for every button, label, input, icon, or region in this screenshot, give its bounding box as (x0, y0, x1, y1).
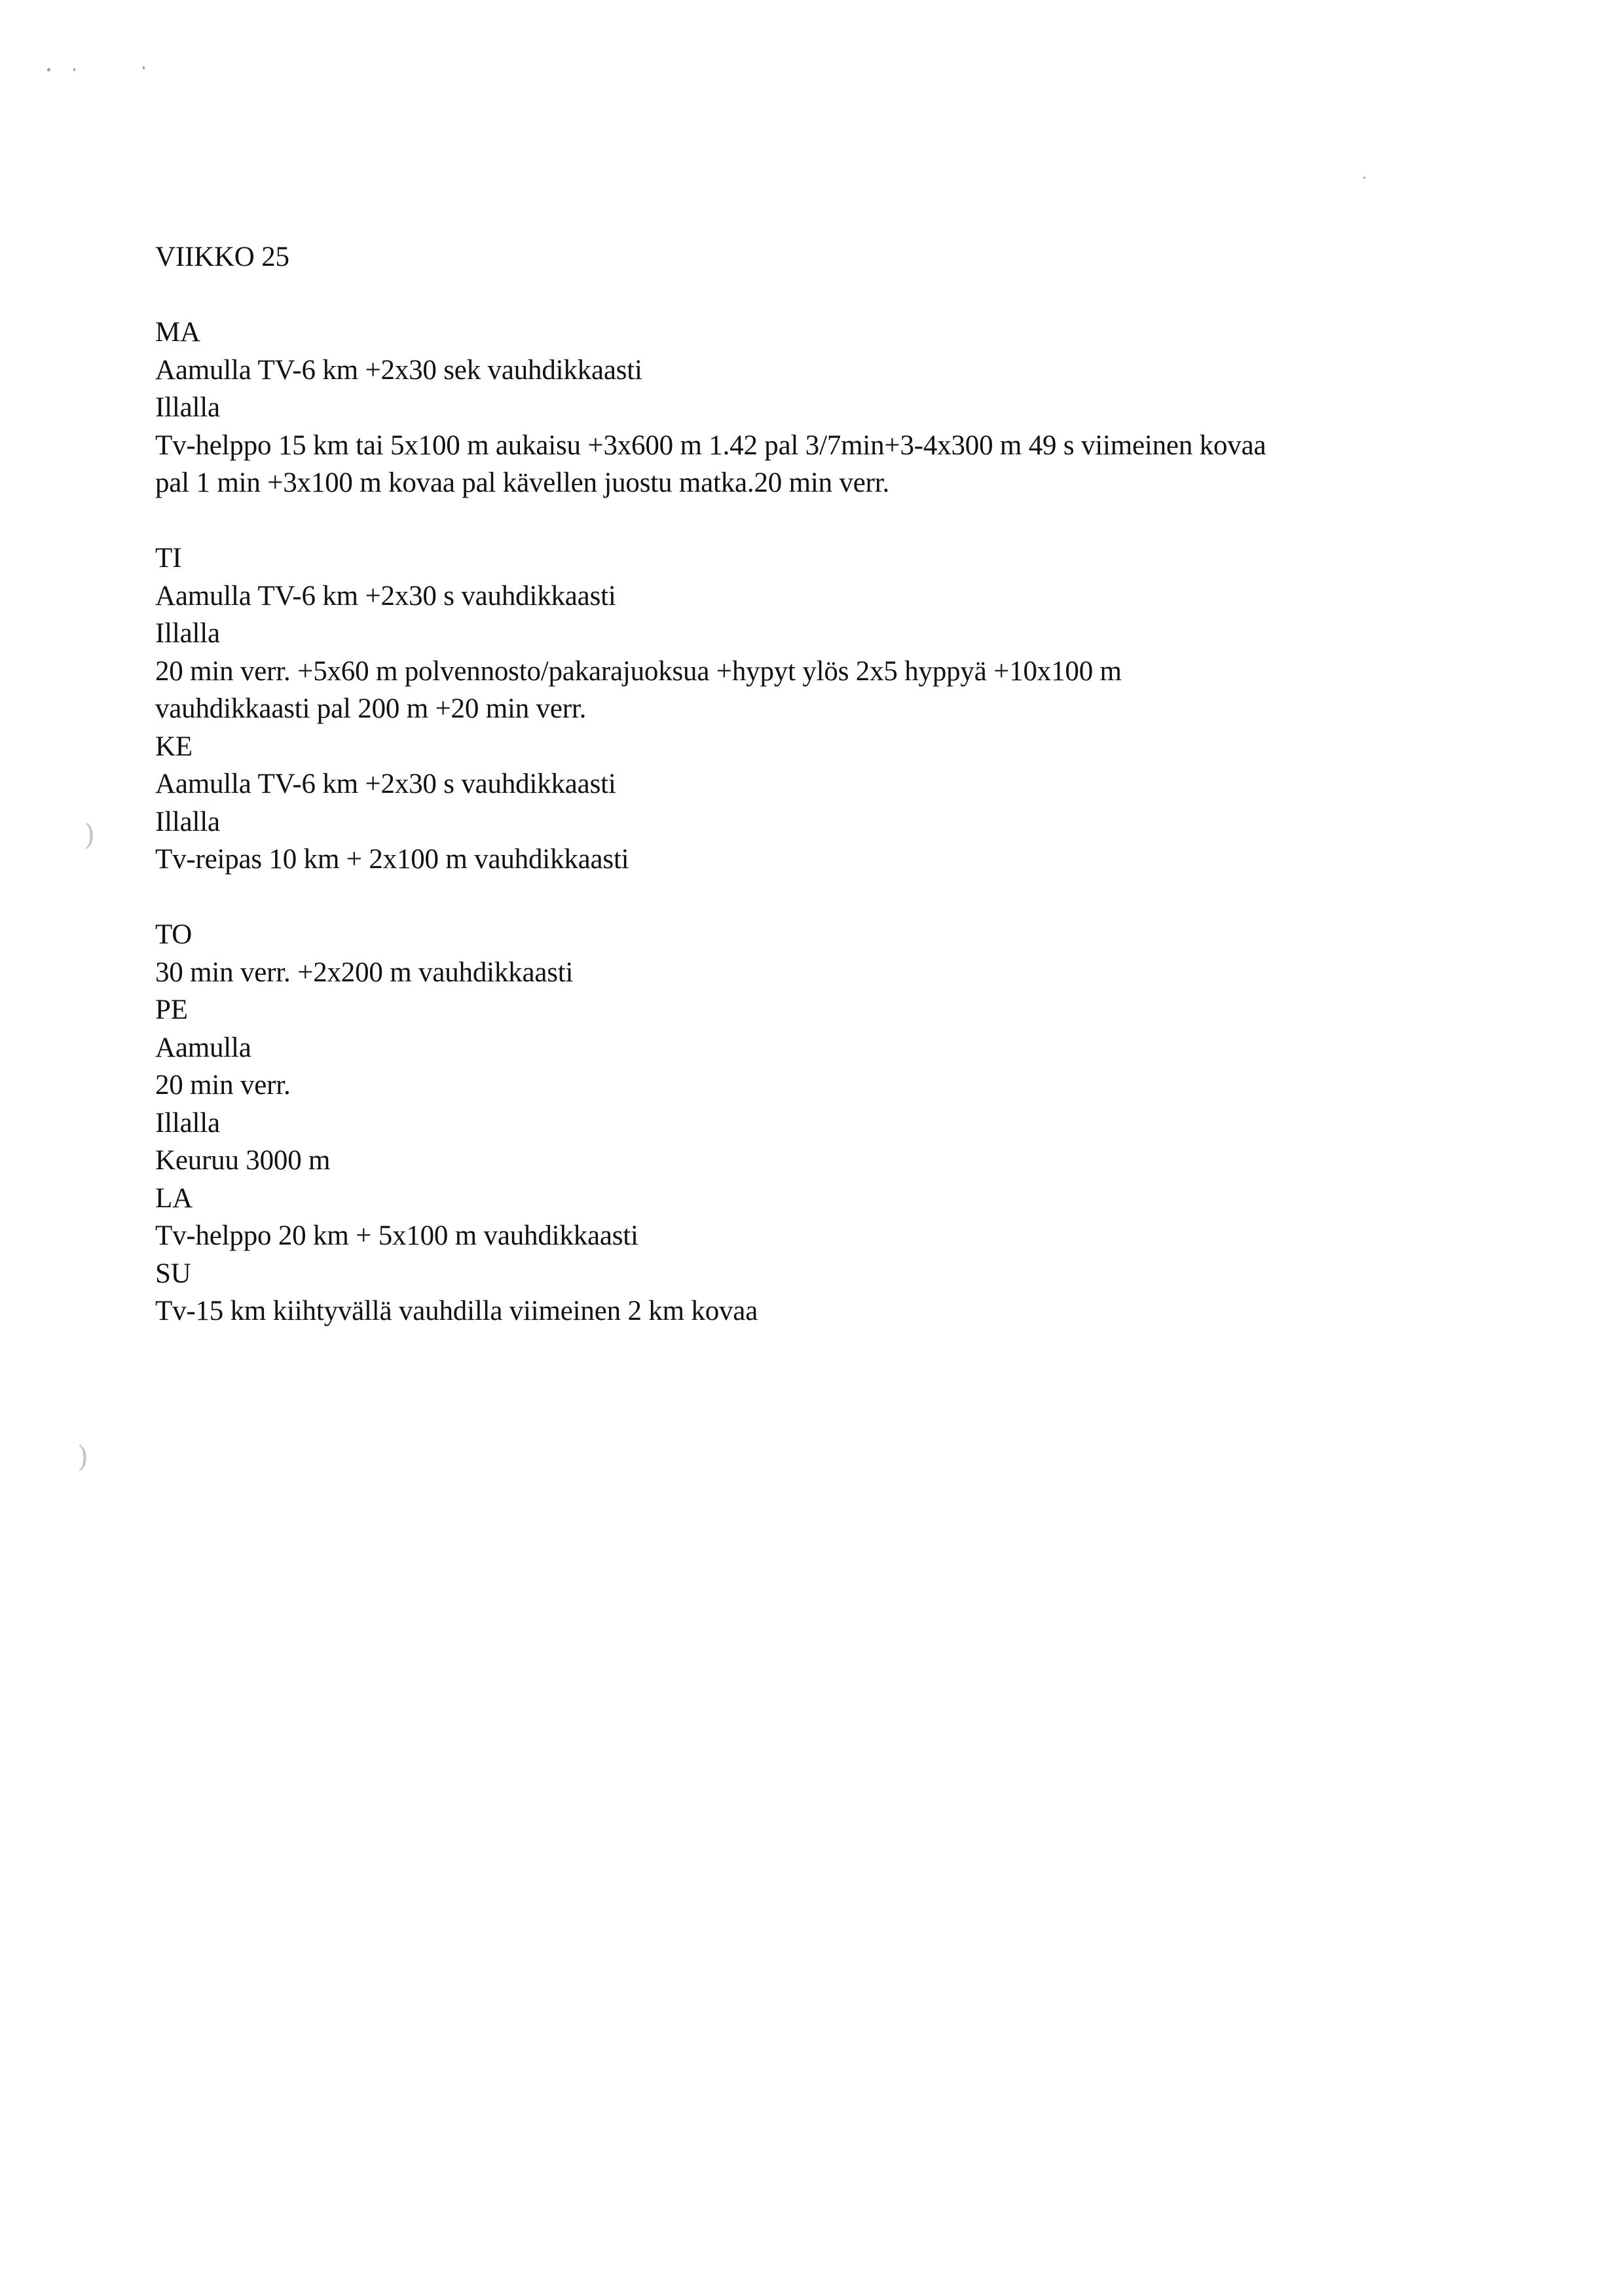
day-line: Tv-helppo 15 km tai 5x100 m aukaisu +3x600 m 1.42 pal 3/7min+3-4x300 m 49 s viimeinen kovaa (155, 429, 1266, 461)
day-line: Keuruu 3000 m (155, 1145, 331, 1176)
day-section-la (155, 1180, 1530, 1255)
scan-mark: ) (84, 818, 96, 852)
day-line: Aamulla TV-6 km +2x30 sek vauhdikkaasti (155, 354, 642, 386)
day-heading: SU (155, 1258, 191, 1289)
document-title: VIIKKO 25 (155, 242, 289, 272)
day-section-ma (155, 314, 1530, 502)
day-section-su (155, 1255, 1530, 1330)
scan-speck (1363, 177, 1365, 179)
day-heading: LA (155, 1182, 193, 1214)
day-line: 30 min verr. +2x200 m vauhdikkaasti (155, 957, 574, 988)
day-line: pal 1 min +3x100 m kovaa pal kävellen juostu matka.20 min verr. (155, 467, 890, 498)
document-body (155, 238, 1530, 1330)
day-line: Illalla (155, 392, 220, 423)
day-heading: KE (155, 731, 193, 762)
scan-speck (73, 68, 75, 71)
day-heading: MA (155, 317, 200, 348)
day-line: Illalla (155, 806, 220, 837)
day-line: Aamulla (155, 1032, 251, 1063)
scan-mark: ) (77, 1440, 89, 1474)
scan-speck (47, 68, 50, 71)
day-line: 20 min verr. (155, 1070, 291, 1101)
day-line: Tv-reipas 10 km + 2x100 m vauhdikkaasti (155, 844, 629, 875)
day-line: 20 min verr. +5x60 m polvennosto/pakarajuoksua +hypyt ylös 2x5 hyppyä +10x100 m (155, 655, 1122, 687)
day-heading: TO (155, 919, 193, 950)
scan-speck (143, 66, 145, 69)
day-line: Aamulla TV-6 km +2x30 s vauhdikkaasti (155, 769, 616, 799)
day-section-ke (155, 728, 1530, 879)
day-section-pe (155, 991, 1530, 1180)
day-line: Tv-15 km kiihtyvällä vauhdilla viimeinen 2 km kovaa (155, 1296, 758, 1326)
day-line: Tv-helppo 20 km + 5x100 m vauhdikkaasti (155, 1220, 638, 1251)
day-heading: PE (155, 994, 188, 1025)
day-line: Illalla (155, 1107, 220, 1139)
day-heading: TI (155, 543, 182, 574)
day-section-ti (155, 539, 1530, 728)
day-line: vauhdikkaasti pal 200 m +20 min verr. (155, 693, 587, 724)
day-section-to (155, 916, 1530, 991)
day-line: Illalla (155, 618, 220, 649)
day-line: Aamulla TV-6 km +2x30 s vauhdikkaasti (155, 580, 616, 611)
